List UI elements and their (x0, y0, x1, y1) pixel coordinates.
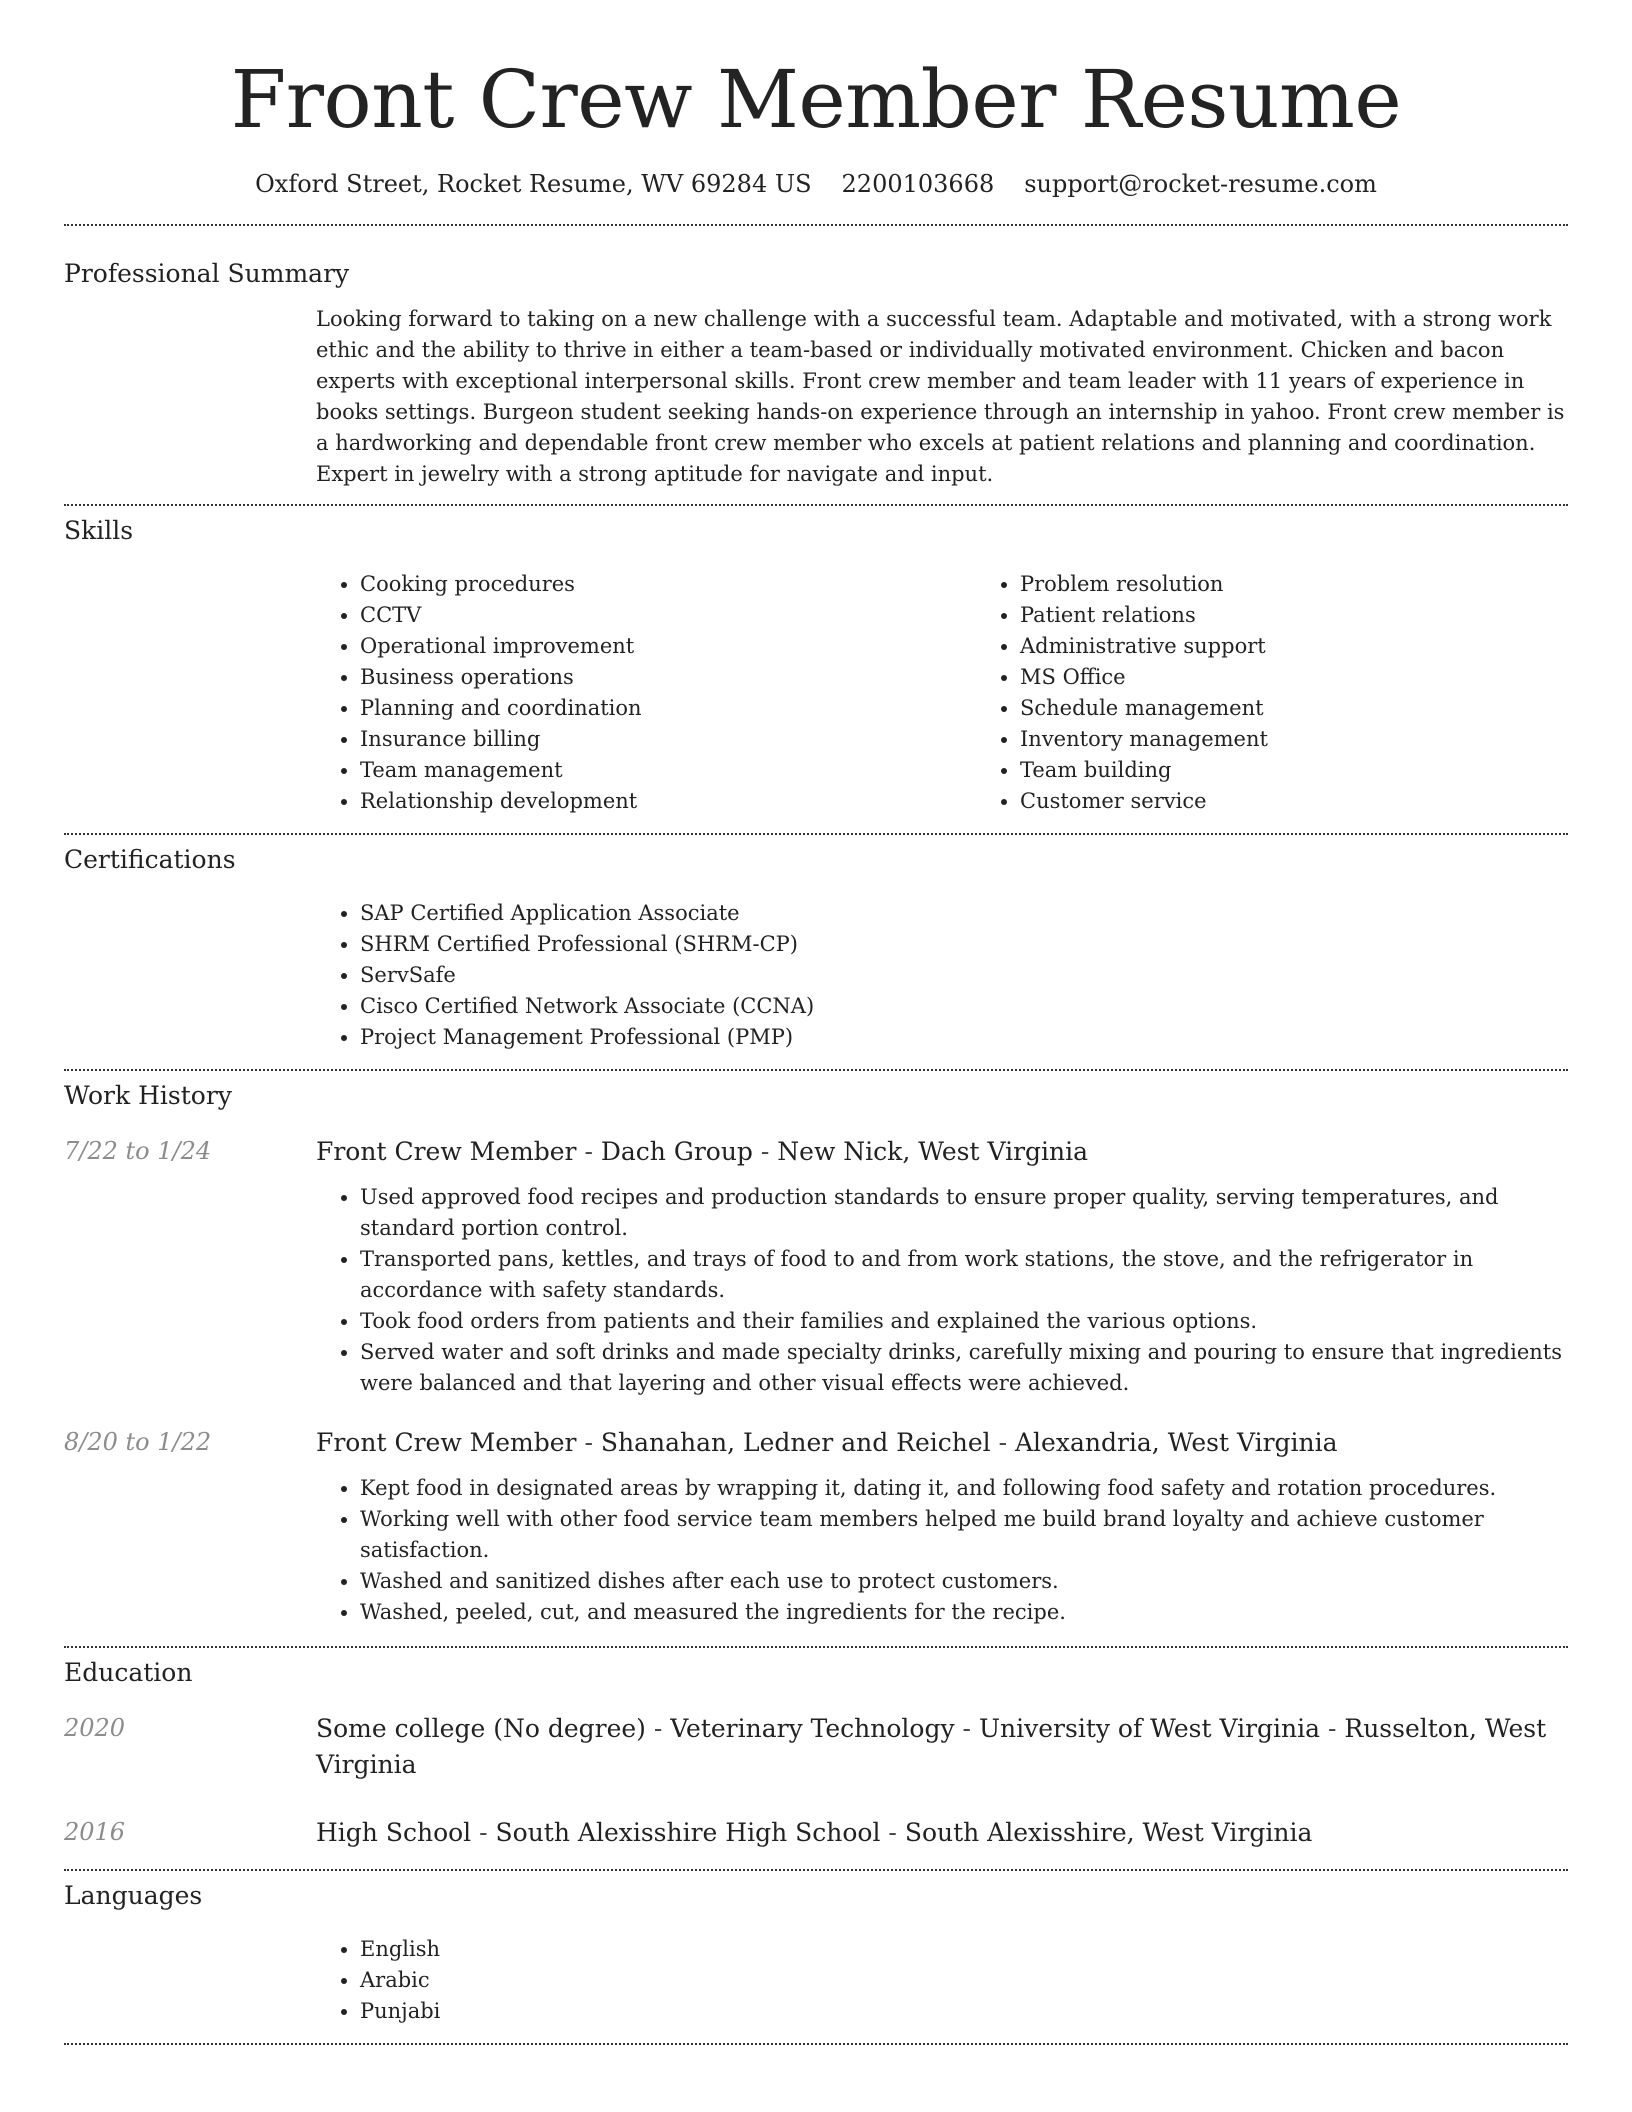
separator: - (954, 1714, 979, 1743)
work-history-heading: Work History (64, 1081, 232, 1110)
skills-heading: Skills (64, 516, 134, 545)
skills-list-right (976, 569, 1632, 817)
job-role: Front Crew Member (316, 1137, 577, 1166)
job-company: Shanahan, Ledner and Reichel (600, 1428, 991, 1457)
languages-list (316, 1934, 1568, 2027)
certification-item: • SAP Certified Application Associate (360, 898, 1568, 929)
separator: - (576, 1428, 601, 1457)
skill-item: • Team management (360, 755, 976, 786)
job-duty: • Washed and sanitized dishes after each use to protect customers. (360, 1566, 1568, 1597)
summary-heading: Professional Summary (64, 259, 350, 288)
certification-item: • ServSafe (360, 960, 1568, 991)
job-duty: • Served water and soft drinks and made specialty drinks, carefully mixing and pouring to ensure that ingredients were balanced and that layering and other visual effects were achieved. (360, 1337, 1568, 1399)
section-divider (64, 224, 1568, 226)
contact-email: support@rocket-resume.com (1024, 170, 1377, 198)
separator: - (752, 1137, 778, 1166)
job-duties-list (316, 1182, 1568, 1399)
skill-item: • Schedule management (1020, 693, 1632, 724)
job-heading (316, 1425, 1568, 1461)
certifications-list (316, 898, 1568, 1053)
section-divider (64, 2043, 1568, 2045)
certification-item: • Project Management Professional (PMP) (360, 1022, 1568, 1053)
job-location: New Nick, West Virginia (777, 1137, 1089, 1166)
job-duty: • Kept food in designated areas by wrapping it, dating it, and following food safety and rotation procedures. (360, 1473, 1568, 1504)
skill-item: • Problem resolution (1020, 569, 1632, 600)
skill-item: • Operational improvement (360, 631, 976, 662)
job-duty: • Used approved food recipes and production standards to ensure proper quality, serving temperatures, and standard portion control. (360, 1182, 1568, 1244)
languages-section (64, 1880, 1568, 2027)
job-date: 7/22 to 1/24 (64, 1137, 212, 1165)
contact-address: Oxford Street, Rocket Resume, WV 69284 US (255, 170, 812, 198)
education-degree: High School (316, 1818, 472, 1847)
section-divider (64, 1069, 1568, 1071)
education-school: South Alexisshire High School (495, 1818, 881, 1847)
job-heading (316, 1134, 1568, 1170)
contact-phone: 2200103668 (841, 170, 995, 198)
job-duty: • Working well with other food service team members helped me build brand loyalty and achieve customer satisfaction. (360, 1504, 1568, 1566)
certification-item: • Cisco Certified Network Associate (CCNA) (360, 991, 1568, 1022)
languages-heading: Languages (64, 1881, 203, 1910)
job-role: Front Crew Member (316, 1428, 577, 1457)
education-heading-line (316, 1711, 1568, 1783)
certification-item: • SHRM Certified Professional (SHRM-CP) (360, 929, 1568, 960)
skill-item: • MS Office (1020, 662, 1632, 693)
skill-item: • Planning and coordination (360, 693, 976, 724)
job-entry (64, 1134, 1568, 1399)
language-item: • English (360, 1934, 1568, 1965)
education-degree: Some college (No degree) (316, 1714, 646, 1743)
separator: - (1320, 1714, 1345, 1743)
education-entry (64, 1815, 1568, 1851)
section-divider (64, 833, 1568, 835)
separator: - (990, 1428, 1015, 1457)
skill-item: • Business operations (360, 662, 976, 693)
education-location: Russelton, West Virginia (316, 1714, 1547, 1779)
skill-item: • Cooking procedures (360, 569, 976, 600)
job-duties-list (316, 1473, 1568, 1628)
job-location: Alexandria, West Virginia (1015, 1428, 1338, 1457)
summary-section (64, 258, 1568, 490)
education-school: University of West Virginia (978, 1714, 1321, 1743)
skill-item: • Relationship development (360, 786, 976, 817)
language-item: • Punjabi (360, 1996, 1568, 2027)
education-entry (64, 1711, 1568, 1783)
education-section (64, 1657, 1568, 1851)
education-heading-line (316, 1815, 1568, 1851)
contact-line (64, 168, 1568, 200)
section-divider (64, 1646, 1568, 1648)
skill-item: • Team building (1020, 755, 1632, 786)
job-company: Dach Group (600, 1137, 753, 1166)
separator: - (880, 1818, 905, 1847)
job-duty: • Transported pans, kettles, and trays of food to and from work stations, the stove, and the refrigerator in accordance with safety standards. (360, 1244, 1568, 1306)
skills-list-left (316, 569, 976, 817)
skill-item: • Customer service (1020, 786, 1632, 817)
skill-item: • Patient relations (1020, 600, 1632, 631)
separator: - (471, 1818, 496, 1847)
section-divider (64, 504, 1568, 506)
summary-text: Looking forward to taking on a new challenge with a successful team. Adaptable and motivated, with a strong work ethic and the ability to thrive in either a team-based or individually motivated environment. Chicken and bacon experts with exceptional interpersonal skills. Front crew member and team leader with 11 years of experience in books settings. Burgeon student seeking hands-on experience through an internship in yahoo. Front crew member is a hardworking and dependable front crew member who excels at patient relations and planning and coordination. Expert in jewelry with a strong aptitude for navigate and input. (316, 307, 1565, 486)
job-duty: • Washed, peeled, cut, and measured the ingredients for the recipe. (360, 1597, 1568, 1628)
separator: - (645, 1714, 671, 1743)
job-duty: • Took food orders from patients and their families and explained the various options. (360, 1306, 1568, 1337)
education-date: 2016 (64, 1818, 126, 1846)
work-history-section (64, 1080, 1568, 1628)
skills-section (64, 515, 1568, 817)
education-field: Veterinary Technology (670, 1714, 955, 1743)
resume-title: Front Crew Member Resume (230, 53, 1402, 146)
skill-item: • CCTV (360, 600, 976, 631)
certifications-heading: Certifications (64, 845, 236, 874)
skill-item: • Insurance billing (360, 724, 976, 755)
education-location: South Alexisshire, West Virginia (904, 1818, 1313, 1847)
separator: - (576, 1137, 601, 1166)
job-entry (64, 1425, 1568, 1628)
job-date: 8/20 to 1/22 (64, 1428, 212, 1456)
certifications-section (64, 844, 1568, 1053)
education-heading: Education (64, 1658, 193, 1687)
language-item: • Arabic (360, 1965, 1568, 1996)
skill-item: • Administrative support (1020, 631, 1632, 662)
section-divider (64, 1869, 1568, 1871)
education-date: 2020 (64, 1714, 126, 1742)
skill-item: • Inventory management (1020, 724, 1632, 755)
